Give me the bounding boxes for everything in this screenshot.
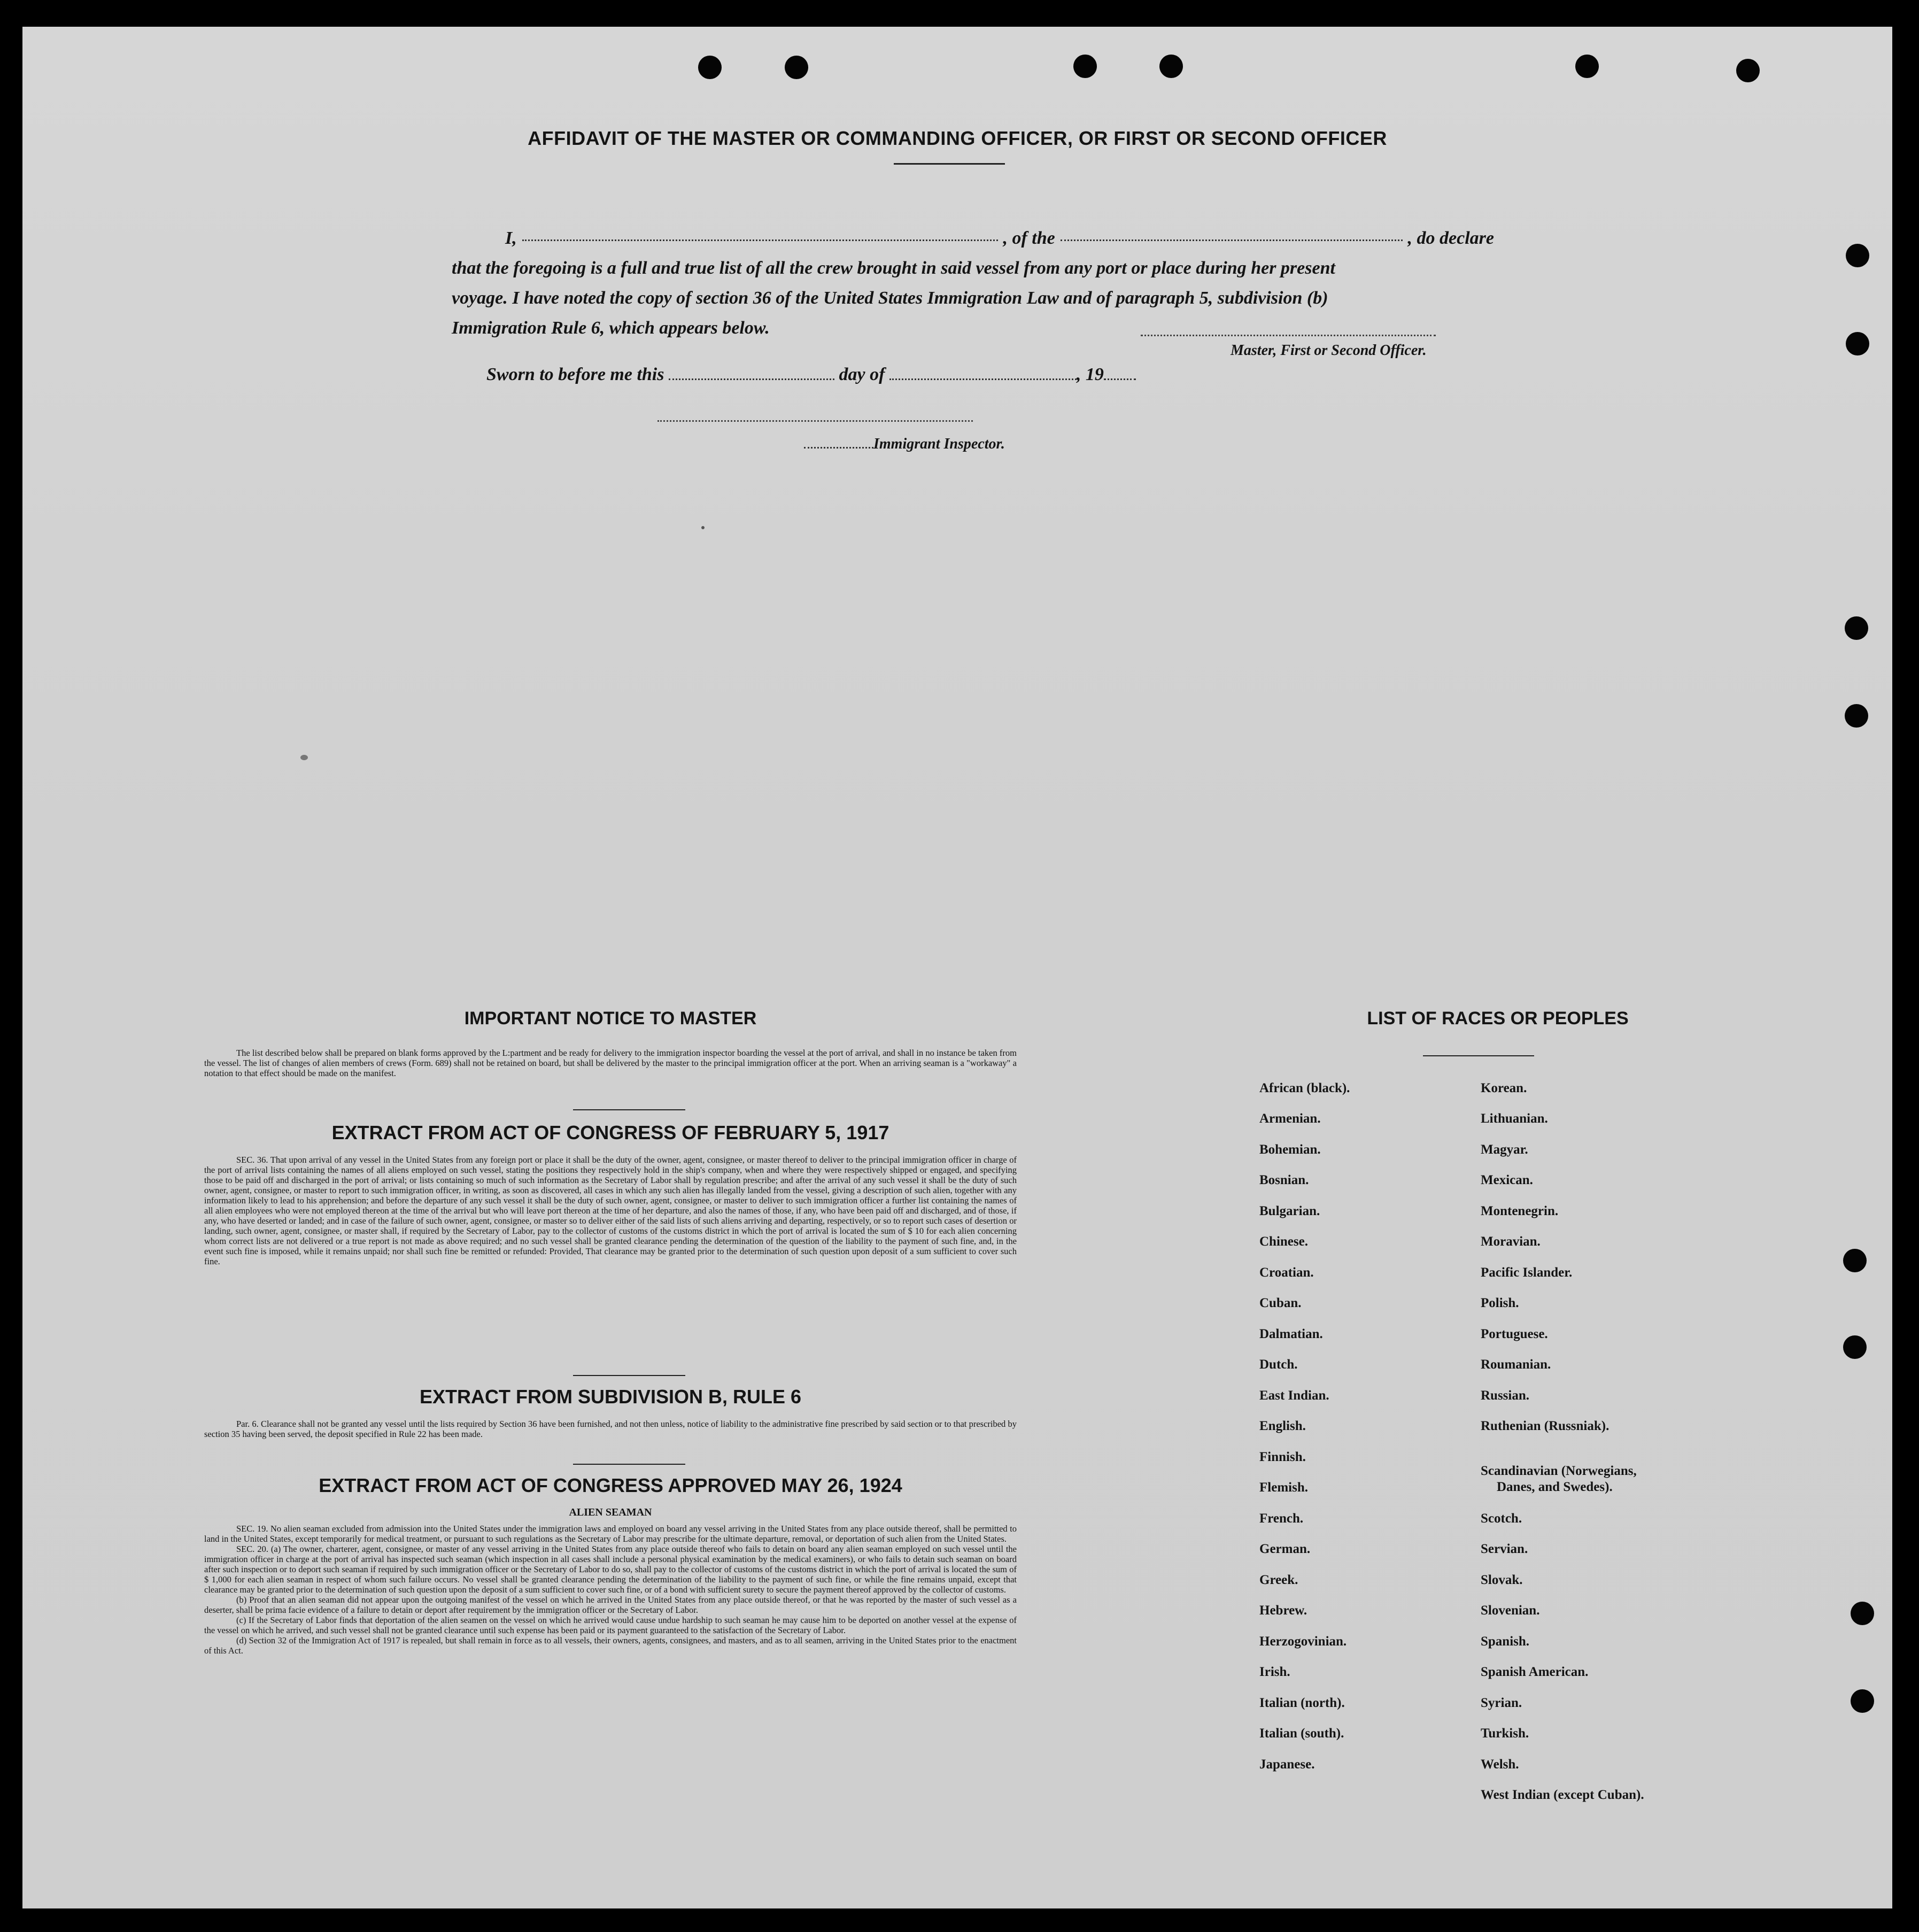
race-item: German. [1259, 1542, 1311, 1556]
race-item: Scandinavian (Norwegians, [1481, 1464, 1637, 1478]
punch-hole [1845, 616, 1868, 640]
sworn-prefix: Sworn to before me this [486, 365, 664, 384]
punch-hole [1846, 244, 1869, 267]
sworn-month-field[interactable] [889, 362, 1077, 380]
race-item: Bosnian. [1259, 1173, 1309, 1187]
race-item: Dalmatian. [1259, 1327, 1323, 1341]
declaration-text [452, 223, 1494, 343]
sworn-year-prefix: , 19 [1076, 365, 1104, 384]
race-item: Armenian. [1259, 1111, 1321, 1126]
race-item: Italian (south). [1259, 1726, 1344, 1741]
vessel-name-field[interactable] [1061, 223, 1403, 241]
race-item: Herzogovinian. [1259, 1634, 1347, 1649]
title-rule [894, 163, 1005, 165]
extract-1924-subtitle: ALIEN SEAMAN [569, 1506, 652, 1518]
race-item: Greek. [1259, 1573, 1298, 1587]
race-item: Pacific Islander. [1481, 1265, 1573, 1280]
inspector-signature-field[interactable] [657, 420, 973, 422]
section-rule [573, 1109, 685, 1110]
race-item: Roumanian. [1481, 1357, 1551, 1372]
punch-hole [1159, 55, 1183, 78]
race-item: West Indian (except Cuban). [1481, 1788, 1644, 1802]
race-item: Montenegrin. [1481, 1204, 1559, 1218]
declarant-i: I, [505, 228, 517, 248]
extract-rule6-body: Par. 6. Clearance shall not be granted any vessel until the lists required by Section 36 have been furnished, and not then unless, notice of liability to the administrative fine prescribed by said section or to that prescribed by section 35 having been served, the deposit specified in Rule 22 has been made. [204, 1419, 1017, 1439]
punch-hole [1851, 1689, 1874, 1713]
punch-hole [1843, 1249, 1867, 1272]
races-left-column [1259, 1081, 1473, 1797]
of-the-label: , of the [1003, 228, 1055, 248]
race-item: Japanese. [1259, 1757, 1315, 1772]
race-item: Servian. [1481, 1542, 1528, 1556]
race-item: East Indian. [1259, 1388, 1329, 1403]
race-item-continuation: Danes, and Swedes). [1497, 1480, 1613, 1494]
sec-20a-paragraph: SEC. 20. (a) The owner, charterer, agent, consignee, or master of any vessel arriving in the United States from any place outside thereof who fails to detain on board any alien seaman employed on such vessel until the immigration officer in charge at the port of arrival has inspected such seaman (which inspection in all cases shall include a personal physical examination by the medical examiners), or who fails to detain such seaman on board after such inspection or to deport such seaman if required by such immigration officer or the Secretary of Labor to do so, shall pay to the collector of customs of the customs district in which the port of arrival is located the sum of $ 1,000 for each alien seaman in respect of whom such failure occurs. No vessel shall be granted clearance pending the determination of the liability to the payment of such fine, or while the fine remains unpaid, except that clearance may be granted prior to the determination of such question upon the deposit of a sum sufficient to cover such fine, or of a bond with sufficient surety to secure the payment thereof approved by the collector of customs. [204, 1544, 1017, 1595]
punch-hole [1736, 59, 1760, 82]
officer-signature-label: Master, First or Second Officer. [1231, 342, 1427, 359]
race-item: English. [1259, 1419, 1306, 1433]
section-rule [573, 1464, 685, 1465]
declaration-line-3: voyage. I have noted the copy of section 36 of the United States Immigration Law and of paragraph 5, subdivision (b) [452, 288, 1328, 308]
ink-speck [701, 526, 705, 529]
section-rule [573, 1375, 685, 1376]
race-item: Bulgarian. [1259, 1204, 1320, 1218]
race-item: Slovak. [1481, 1573, 1523, 1587]
sec-19-paragraph: SEC. 19. No alien seaman excluded from admission into the United States under the immigration laws and employed on board any vessel arriving in the United States from any place outside thereof, shall be permitted to land in the United States, except temporarily for medical treatment, or pursuant to such regulations as the Secretary of Labor may prescribe for the ultimate departure, removal, or deportation of such alien from the United States. [204, 1524, 1017, 1544]
sec-20b-paragraph: (b) Proof that an alien seaman did not appear upon the outgoing manifest of the vessel on which he arrived in the United States from any place outside thereof, or that he was reported by the master of such vessel as a deserter, shall be prima facie evidence of a failure to detain or deport after requirement by the immigration officer or the Secretary of Labor. [204, 1595, 1017, 1615]
race-item: Cuban. [1259, 1296, 1302, 1310]
race-item: Dutch. [1259, 1357, 1298, 1372]
punch-hole [1851, 1602, 1874, 1625]
race-item: Lithuanian. [1481, 1111, 1548, 1126]
inspector-name-dots[interactable] [804, 435, 873, 449]
race-item: Hebrew. [1259, 1603, 1307, 1618]
race-item: Croatian. [1259, 1265, 1314, 1280]
declaration-line-4: Immigration Rule 6, which appears below. [452, 318, 770, 338]
race-item: Turkish. [1481, 1726, 1529, 1741]
punch-hole [1073, 55, 1097, 78]
officer-signature-field[interactable] [1141, 335, 1436, 336]
race-item: Spanish American. [1481, 1665, 1589, 1679]
races-title-rule [1423, 1055, 1534, 1056]
race-item: Slovenian. [1481, 1603, 1540, 1618]
extract-1924-body [204, 1524, 1017, 1656]
race-item: African (black). [1259, 1081, 1350, 1095]
races-right-column [1481, 1081, 1727, 1802]
sworn-day-of: day of [839, 365, 885, 384]
punch-hole [1846, 332, 1869, 356]
sworn-line [486, 362, 1136, 385]
race-item: Italian (north). [1259, 1696, 1345, 1710]
ink-speck [300, 755, 308, 760]
punch-hole [698, 56, 722, 79]
sec-20c-paragraph: (c) If the Secretary of Labor finds that deportation of the alien seamen on the vessel on which he arrived would cause undue hardship to such seaman he may cause him to be deported on another vessel at the expense of the vessel on which he arrived, and such vessel shall not be granted clearance until such expense has been paid or its payment guaranteed to the satisfaction of the Secretary of Labor. [204, 1615, 1017, 1635]
do-declare-label: , do declare [1407, 228, 1494, 248]
sworn-day-field[interactable] [669, 362, 834, 380]
race-item: Mexican. [1481, 1173, 1533, 1187]
sec-20d-paragraph: (d) Section 32 of the Immigration Act of 1917 is repealed, but shall remain in force as to all vessels, their owners, agents, consignees, and masters, and as to all seamen, arriving in the United States prior to the enactment of this Act. [204, 1635, 1017, 1656]
sworn-year-field[interactable] [1104, 362, 1136, 380]
extract-1924-title: EXTRACT FROM ACT OF CONGRESS APPROVED MAY 26, 1924 [319, 1474, 902, 1496]
race-item: Polish. [1481, 1296, 1519, 1310]
extract-rule6-title: EXTRACT FROM SUBDIVISION B, RULE 6 [419, 1386, 802, 1408]
race-item: Spanish. [1481, 1634, 1530, 1649]
race-item: French. [1259, 1511, 1304, 1526]
punch-hole [1575, 55, 1599, 78]
race-item: Finnish. [1259, 1450, 1306, 1464]
extract-1917-title: EXTRACT FROM ACT OF CONGRESS OF FEBRUARY 5, 1917 [331, 1122, 889, 1143]
notice-body: The list described below shall be prepared on blank forms approved by the L:partment and be ready for delivery to the immigration inspector boarding the vessel at the port of arrival, and shall in no instance be taken from the vessel. The list of changes of alien members of crews (Form. 689) shall not be retained on board, but shall be delivered by the master to the principal immigration officer at the port. When an arriving seaman is a "workaway" a notation to that effect should be made on the manifest. [204, 1048, 1017, 1078]
race-item: Ruthenian (Russniak). [1481, 1419, 1610, 1433]
notice-title: IMPORTANT NOTICE TO MASTER [464, 1008, 757, 1029]
declarant-name-field[interactable] [522, 223, 998, 241]
race-item: Flemish. [1259, 1480, 1308, 1495]
race-item: Korean. [1481, 1081, 1527, 1095]
declaration-line-2: that the foregoing is a full and true list of all the crew brought in said vessel from any port or place during her present [452, 258, 1335, 278]
race-item: Moravian. [1481, 1234, 1541, 1249]
race-item: Syrian. [1481, 1696, 1522, 1710]
races-title: LIST OF RACES OR PEOPLES [1367, 1008, 1629, 1029]
punch-hole [1845, 704, 1868, 728]
race-item: Bohemian. [1259, 1142, 1321, 1157]
affidavit-title: AFFIDAVIT OF THE MASTER OR COMMANDING OFFICER, OR FIRST OR SECOND OFFICER [528, 127, 1387, 149]
form-sheet [22, 27, 1892, 1908]
race-item: Scotch. [1481, 1511, 1522, 1526]
inspector-signature-line [804, 435, 1005, 453]
race-item: Russian. [1481, 1388, 1530, 1403]
race-item: Chinese. [1259, 1234, 1308, 1249]
race-item: Irish. [1259, 1665, 1290, 1679]
punch-hole [785, 56, 808, 79]
extract-1917-body: SEC. 36. That upon arrival of any vessel in the United States from any foreign port or place it shall be the duty of the owner, agent, consignee, or master thereof to deliver to the principal immigration officer in charge of the port of arrival lists containing the names of all aliens employed on such vessel, stating the positions they respectively hold in the ship's company, when and where they were respectively shipped or engaged, and specifying those to be paid off and discharged in the port of arrival; or lists containing so much of such information as the Secretary of Labor shall by regulation prescribe; and after the arrival of any such vessel it shall be the duty of such owner, agent, consignee, or master to report to such immigration officer, in writing, as soon as discovered, all cases in which any such alien has illegally landed from the vessel, giving a description of such alien, together with any information likely to lead to his apprehension; and before the departure of any such vessel it shall be the duty of such owner, agent, consignee, or master to deliver to such immigration officer a further list containing the names of all alien employees who were not employed thereon at the time of the arrival but who will leave port thereon at the time of her departure, and also the names of those, if any, who have been paid off and discharged, and of those, if any, who have deserted or landed; and in case of the failure of such owner, agent, consignee, or master so to deliver either of the said lists of such aliens arriving and departing, respectively, or so to report such cases of desertion or landing, such owner, agent, consignee, or master shall, if required by the Secretary of Labor, pay to the collector of customs of the customs district in which the port of arrival is located the sum of $ 10 for each alien concerning whom correct lists are not delivered or a true report is not made as above required; and no such vessel shall be granted clearance pending the determination of the question of the liability to the payment of such fine, and, in the event such fine is imposed, while it remains unpaid; nor shall such fine be remitted or refunded: Provided, That clearance may be granted prior to the determination of such question upon deposit of a sum sufficient to cover such fine. [204, 1155, 1017, 1266]
inspector-label: Immigrant Inspector. [873, 436, 1005, 452]
race-item: Magyar. [1481, 1142, 1528, 1157]
race-item: Welsh. [1481, 1757, 1519, 1772]
punch-hole [1843, 1335, 1867, 1359]
race-item: Portuguese. [1481, 1327, 1548, 1341]
